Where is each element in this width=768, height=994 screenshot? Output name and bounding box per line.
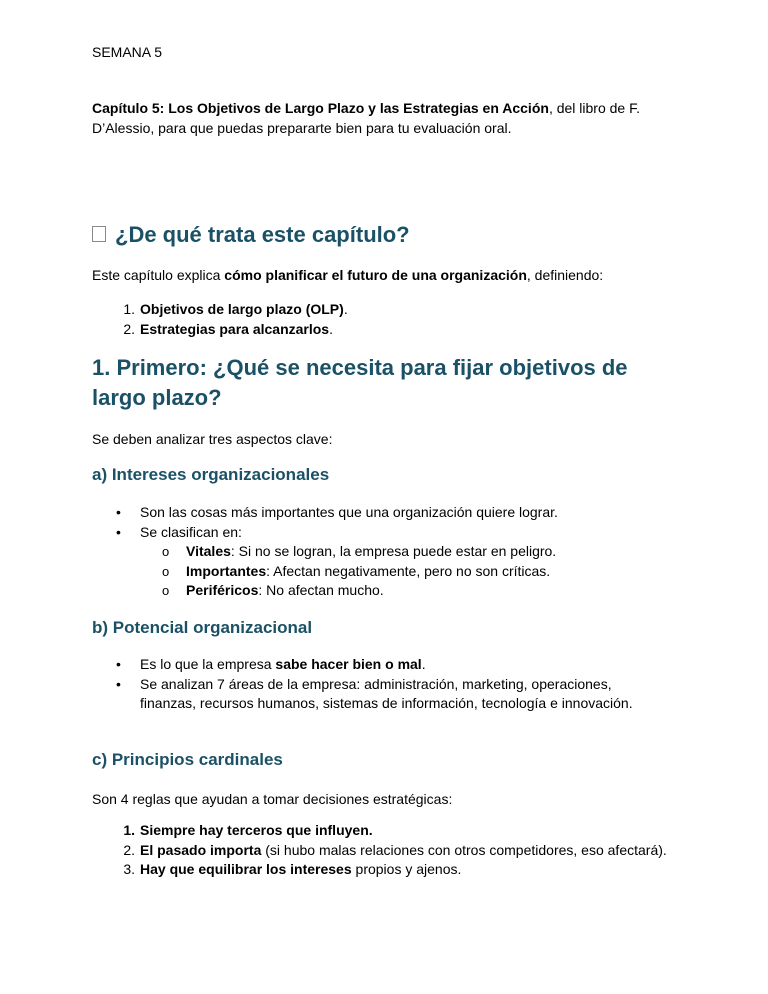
- section-one-heading: 1. Primero: ¿Qué se necesita para fijar objetivos de largo plazo?: [92, 355, 628, 410]
- sub-b-heading: b) Potencial organizacional: [92, 618, 313, 637]
- list-item-bold: Hay que equilibrar los intereses: [140, 861, 352, 877]
- list-number: 2.: [123, 841, 135, 858]
- list-item-bold: Siempre hay terceros que influyen.: [140, 822, 373, 838]
- objectives-list: [92, 300, 672, 339]
- sub-a-subitems: [92, 542, 672, 601]
- list-item: [92, 581, 672, 601]
- bullet-text: Se clasifican en:: [140, 523, 242, 540]
- bullet-text: Son las cosas más importantes que una organización quiere lograr.: [140, 504, 558, 520]
- list-item: [92, 655, 667, 675]
- bullet-text-bold: sabe hacer bien o mal: [275, 656, 422, 672]
- list-item: [92, 320, 672, 340]
- circle-marker: o: [162, 563, 170, 579]
- section-what-text-post: , definiendo:: [526, 267, 604, 283]
- intro-rest: , del libro de F. D’Alessio, para que puedas prepararte bien para tu evaluación oral.: [92, 100, 640, 136]
- list-item: [92, 300, 672, 320]
- subitem-rest: : Afectan negativamente, pero no son críticas.: [266, 562, 551, 579]
- list-number: 2.: [123, 320, 135, 337]
- bullet-text-post: .: [421, 656, 426, 672]
- circle-marker: o: [162, 544, 170, 559]
- section-one-text: Se deben analizar tres aspectos clave:: [92, 431, 333, 447]
- circle-marker: o: [162, 583, 170, 598]
- bullet-marker: •: [116, 504, 121, 520]
- list-item-rest: (si hubo malas relaciones con otros competidores, eso afectará).: [261, 841, 667, 858]
- list-item-rest: .: [329, 320, 333, 337]
- subitem-rest: : No afectan mucho.: [258, 582, 384, 598]
- intro-bold: Capítulo 5: Los Objetivos de Largo Plazo y las Estrategias en Acción: [92, 100, 549, 116]
- intro-paragraph: [92, 98, 672, 138]
- list-item-bold: Estrategias para alcanzarlos: [140, 320, 330, 337]
- list-item: [92, 841, 667, 861]
- sub-c-text: Son 4 reglas que ayudan a tomar decisiones estratégicas:: [92, 791, 453, 807]
- placeholder-box-icon: [92, 226, 106, 242]
- page-header: SEMANA 5: [92, 44, 163, 60]
- section-what-heading: [92, 220, 410, 250]
- list-item-rest: .: [343, 301, 348, 317]
- section-what-text: [92, 265, 672, 285]
- list-item-rest: propios y ajenos.: [351, 861, 462, 877]
- section-what-text-pre: Este capítulo explica: [92, 267, 225, 283]
- bullet-marker: •: [116, 656, 121, 672]
- list-number: 3.: [123, 861, 135, 877]
- list-number: 1.: [123, 301, 135, 317]
- section-what-text-bold: cómo planificar el futuro de una organización: [224, 267, 527, 283]
- subitem-bold: Importantes: [186, 562, 267, 579]
- list-item: [92, 821, 667, 841]
- list-item: [92, 523, 672, 543]
- list-number: 1.: [123, 822, 135, 838]
- bullet-text: Se analizan 7 áreas de la empresa: administración, marketing, operaciones, finanzas, recursos humanos, sistemas de información, tecnología e innovación.: [140, 675, 633, 711]
- section-what-title: ¿De qué trata este capítulo?: [115, 222, 410, 247]
- list-item: [92, 860, 667, 880]
- list-item: [92, 675, 667, 714]
- sub-c-heading: c) Principios cardinales: [92, 750, 283, 769]
- subitem-rest: : Si no se logran, la empresa puede estar en peligro.: [230, 543, 557, 559]
- list-item-bold: Objetivos de largo plazo (OLP): [140, 301, 344, 317]
- bullet-text-pre: Es lo que la empresa: [140, 656, 276, 672]
- list-item-bold: El pasado importa: [140, 841, 262, 858]
- bullet-marker: •: [116, 523, 121, 540]
- sub-b-bullets: [92, 655, 667, 714]
- principles-list: [92, 821, 667, 880]
- list-item: [92, 503, 672, 523]
- list-item: [92, 562, 672, 582]
- sub-a-heading: a) Intereses organizacionales: [92, 465, 330, 484]
- subitem-bold: Vitales: [186, 543, 231, 559]
- subitem-bold: Periféricos: [186, 582, 259, 598]
- list-item: [92, 542, 672, 562]
- sub-a-bullets: [92, 503, 672, 542]
- bullet-marker: •: [116, 675, 121, 692]
